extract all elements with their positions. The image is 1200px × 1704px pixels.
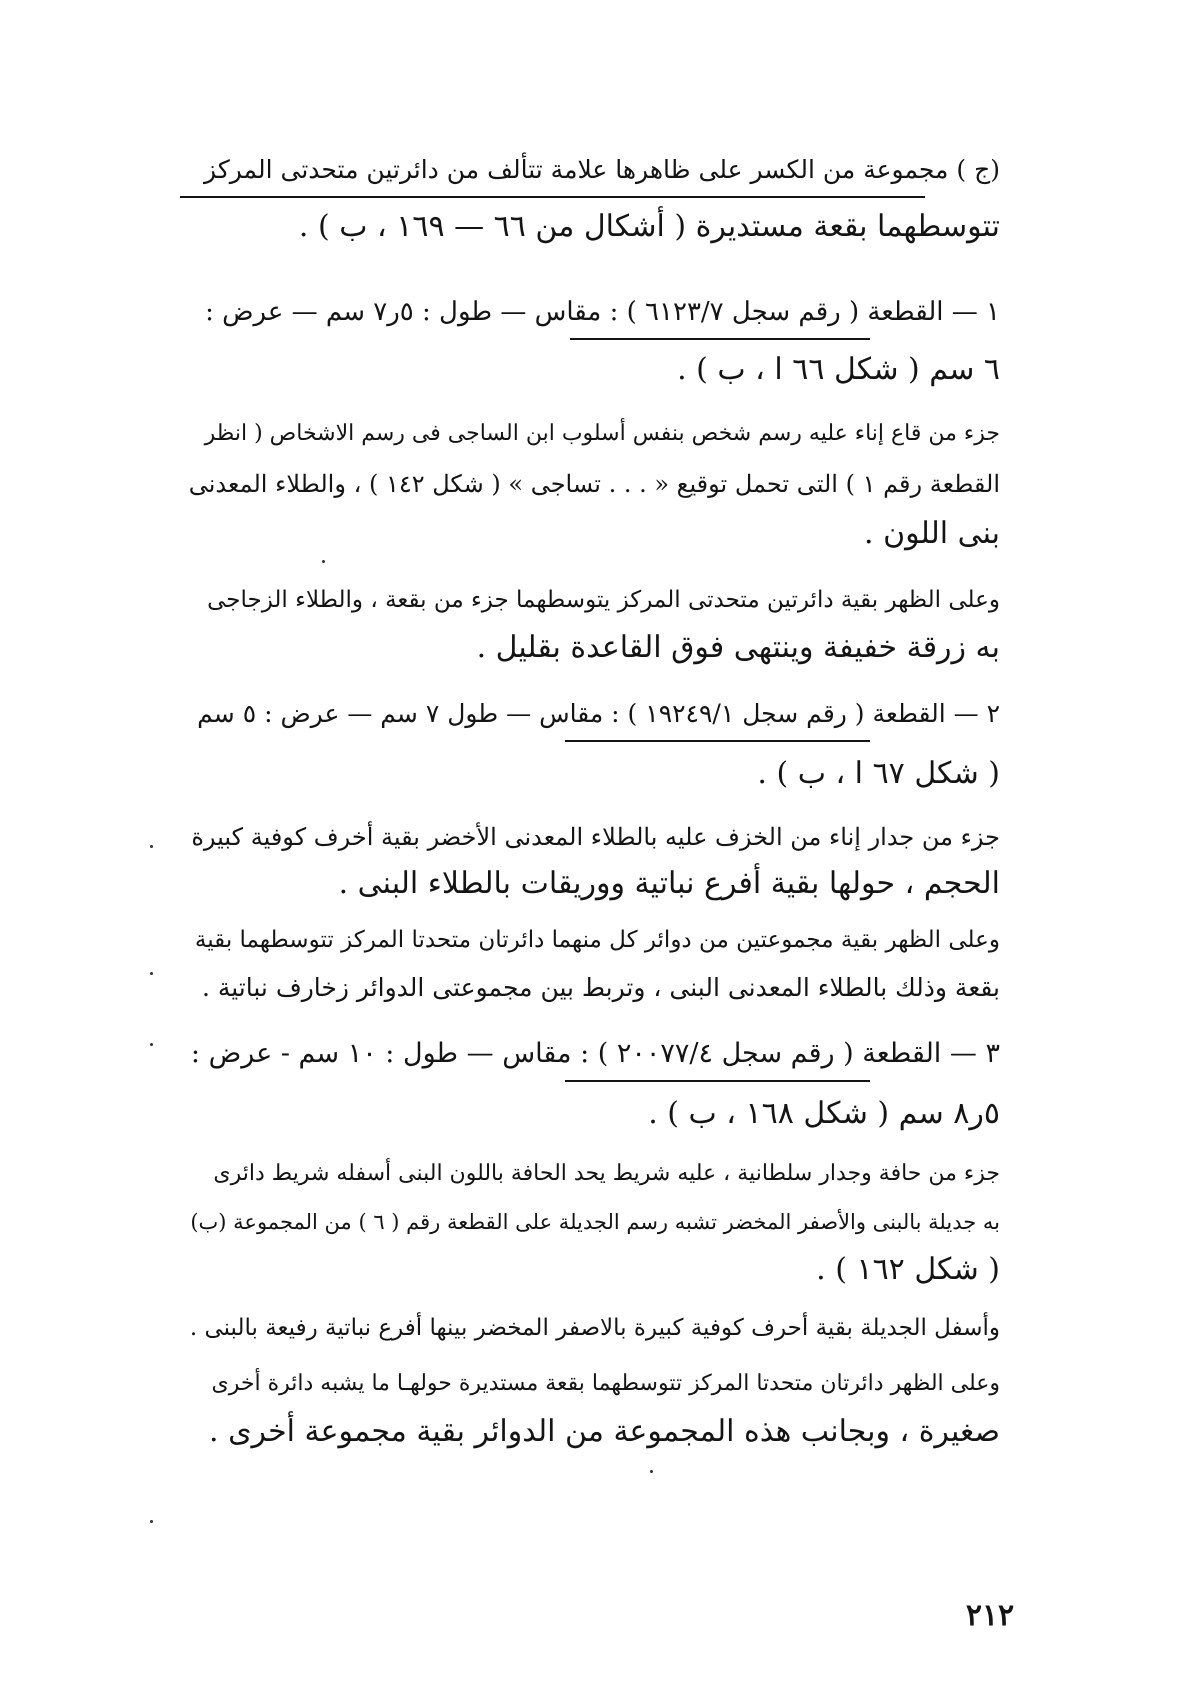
item-2-paragraph-1-line-2: الحجم ، حولها بقية أفرع نباتية ووريقات بالطلاء البنى . (338, 866, 1000, 901)
item-3-figure-ref: ٥ر٨ سم ( شكل ١٦٨ ، ب ) . (648, 1096, 1000, 1131)
scan-speck (150, 1520, 153, 1523)
item-2-figure-ref: ( شكل ٦٧ ا ، ب ) . (757, 756, 1000, 791)
page-number: ٢١٢ (965, 1598, 1015, 1633)
scan-speck (150, 845, 153, 848)
item-2-header: ٢ — القطعة ( رقم سجل ١٩٢٤٩/١ ) : مقاس — طول ٧ سم — عرض : ٥ سم (197, 699, 1000, 728)
item-3-paragraph-1-line-2: به جديلة بالبنى والأصفر المخضر تشبه رسم الجديلة على القطعة رقم ( ٦ ) من المجموعة (ب) (190, 1210, 1000, 1234)
item-3-paragraph-1-line-3: ( شكل ١٦٢ ) . (816, 1252, 1000, 1287)
item-1-paragraph-1-line-1: جزء من قاع إناء عليه رسم شخص بنفس أسلوب ابن الساجى فى رسم الاشخاص ( انظر (204, 421, 1000, 446)
item-2-paragraph-2-line-1: وعلى الظهر بقية مجموعتين من دوائر كل منهما دائرتان متحدتا المركز تتوسطهما بقية (194, 927, 1000, 953)
item-1-underline (570, 338, 870, 340)
item-3-paragraph-3-line-2: صغيرة ، وبجانب هذه المجموعة من الدوائر بقية مجموعة أخرى . (209, 1414, 1000, 1449)
section-heading-line-2: تتوسطهما بقعة مستديرة ( أشكال من ٦٦ — ١٦٩ ، ب ) . (298, 209, 1000, 244)
item-1-paragraph-2-line-1: وعلى الظهر بقية دائرتين متحدتى المركز يتوسطهما جزء من بقعة ، والطلاء الزجاجى (207, 587, 1000, 613)
item-1-paragraph-1-line-3: بنى اللون . (864, 516, 1000, 551)
item-1-header: ١ — القطعة ( رقم سجل ٦١٢٣/٧ ) : مقاس — طول : ٥ر٧ سم — عرض : (205, 297, 1000, 327)
item-3-paragraph-1-line-1: جزء من حافة وجدار سلطانية ، عليه شريط يحد الحافة باللون البنى أسفله شريط دائرى (213, 1161, 1000, 1186)
item-2-paragraph-2-line-2: بقعة وذلك بالطلاء المعدنى البنى ، وتربط بين مجموعتى الدوائر زخارف نباتية . (201, 973, 1000, 1002)
item-2-underline (565, 740, 870, 742)
item-2-paragraph-1-line-1: جزء من جدار إناء من الخزف عليه بالطلاء المعدنى الأخضر بقية أخرف كوفية كبيرة (191, 823, 1000, 851)
section-heading-line-1: (ج ) مجموعة من الكسر على ظاهرها علامة تتألف من دائرتين متحدتى المركز (204, 155, 1000, 184)
item-1-paragraph-2-line-2: به زرقة خفيفة وينتهى فوق القاعدة بقليل . (476, 630, 1000, 665)
scan-speck (150, 1043, 153, 1046)
scan-speck (150, 972, 153, 975)
item-3-paragraph-2-line-1: وأسفل الجديلة بقية أحرف كوفية كبيرة بالاصفر المخضر بينها أفرع نباتية رفيعة بالبنى . (189, 1315, 1000, 1341)
item-3-header: ٣ — القطعة ( رقم سجل ٢٠٠٧٧/٤ ) : مقاس — طول : ١٠ سم - عرض : (190, 1038, 1000, 1069)
scan-speck (322, 560, 325, 563)
item-3-paragraph-3-line-1: وعلى الظهر دائرتان متحدتا المركز تتوسطهما بقعة مستديرة حولهـا ما يشبه دائرة أخرى (211, 1371, 1000, 1396)
item-1-paragraph-1-line-2: القطعة رقم ١ ) التى تحمل توقيع « . . . تساجى » ( شكل ١٤٢ ) ، والطلاء المعدنى (188, 470, 1000, 498)
item-3-underline (565, 1080, 870, 1082)
item-1-figure-ref: ٦ سم ( شكل ٦٦ ا ، ب ) . (677, 352, 1000, 387)
scan-speck (650, 1470, 653, 1473)
heading-underline (180, 196, 925, 198)
